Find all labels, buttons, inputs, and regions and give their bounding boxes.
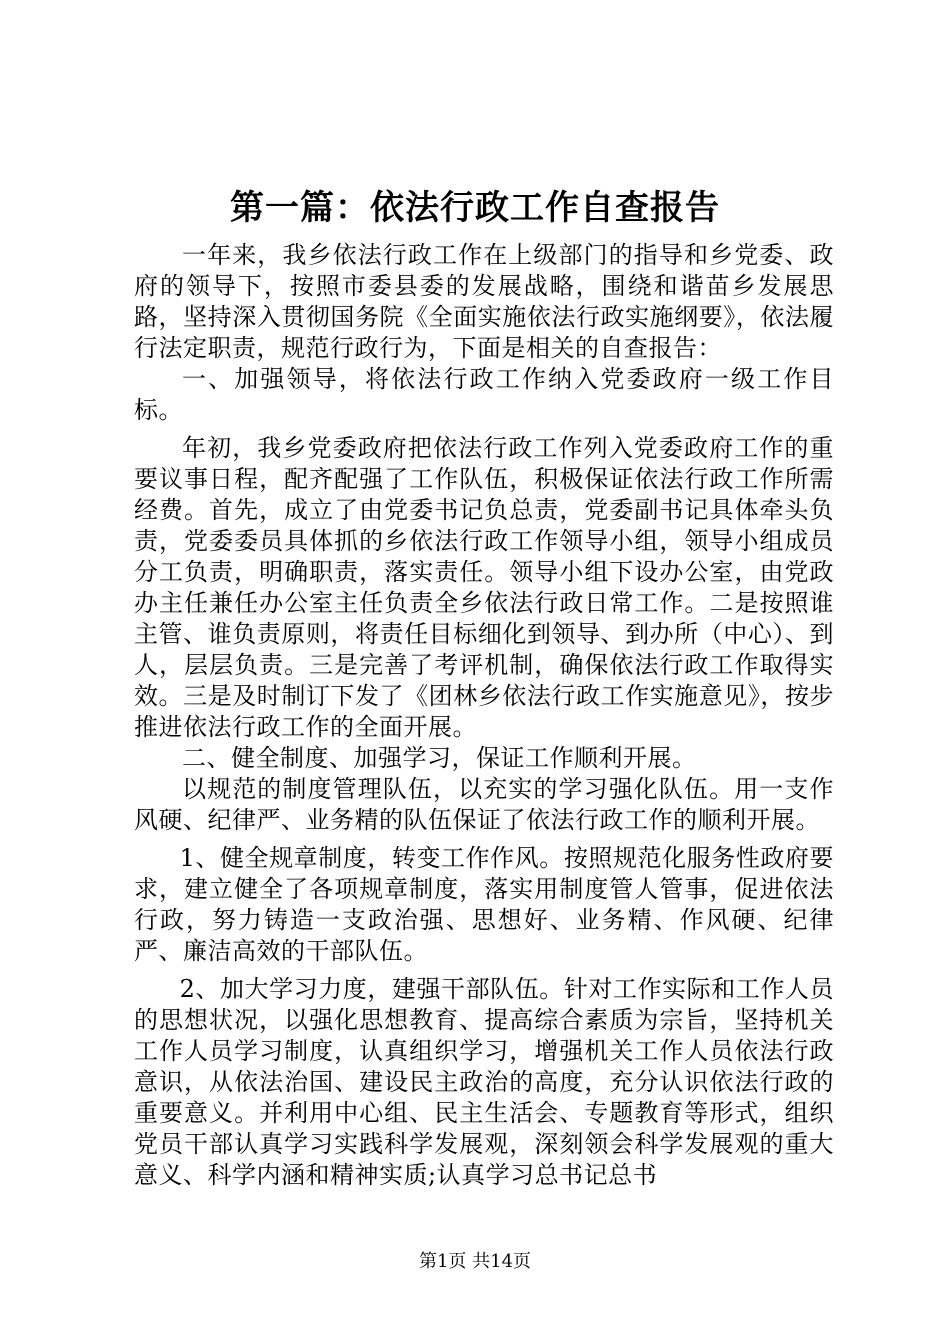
paragraph-system: 以规范的制度管理队伍，以充实的学习强化队伍。用一支作风硬、纪律严、业务精的队伍保证了依法行政工作的顺利开展。 <box>134 775 834 834</box>
paragraph-leadership: 年初，我乡党委政府把依法行政工作列入党委政府工作的重要议事日程，配齐配强了工作队伍，积极保证依法行政工作所需经费。首先，成立了由党委书记负总责，党委副书记具体牵头负责，党委委员具体抓的乡依法行政工作领导小组，领导小组成员分工负责，明确职责，落实责任。领导小组下设办公室，由党政办主任兼任办公室主任负责全乡依法行政日常工作。二是按照谁主管、谁负责原则，将责任目标细化到领导、到办所（中心）、到人，层层负责。三是完善了考评机制，确保依法行政工作取得实效。三是及时制订下发了《团林乡依法行政工作实施意见》，按步推进依法行政工作的全面开展。 <box>134 434 834 741</box>
document-title: 第一篇：依法行政工作自查报告 <box>230 188 720 228</box>
section-heading-1: 一、加强领导，将依法行政工作纳入党委政府一级工作目标。 <box>134 365 834 424</box>
page-footer: 第1页 共14页 <box>418 1251 532 1272</box>
paragraph-intro: 一年来，我乡依法行政工作在上级部门的指导和乡党委、政府的领导下，按照市委县委的发展战略，围绕和谐苗乡发展思路，坚持深入贯彻国务院《全面实施依法行政实施纲要》，依法履行法定职责，规范行政行为，下面是相关的自查报告： <box>134 241 834 362</box>
paragraph-item-2: 2、加大学习力度，建强干部队伍。针对工作实际和工作人员的思想状况，以强化思想教育、提高综合素质为宗旨，坚持机关工作人员学习制度，认真组织学习，增强机关工作人员依法行政意识，从依法治国、建设民主政治的高度，充分认识依法行政的重要意义。并利用中心组、民主生活会、专题教育等形式，组织党员干部认真学习实践科学发展观，深刻领会科学发展观的重大意义、科学内涵和精神实质;认真学习总书记总书 <box>134 975 834 1189</box>
paragraph-item-1: 1、健全规章制度，转变工作作风。按照规范化服务性政府要求，建立健全了各项规章制度，落实用制度管人管事，促进依法行政，努力铸造一支政治强、思想好、业务精、作风硬、纪律严、廉洁高效的干部队伍。 <box>134 844 834 965</box>
section-heading-2: 二、健全制度、加强学习，保证工作顺利开展。 <box>182 744 697 772</box>
document-body <box>134 240 834 1191</box>
